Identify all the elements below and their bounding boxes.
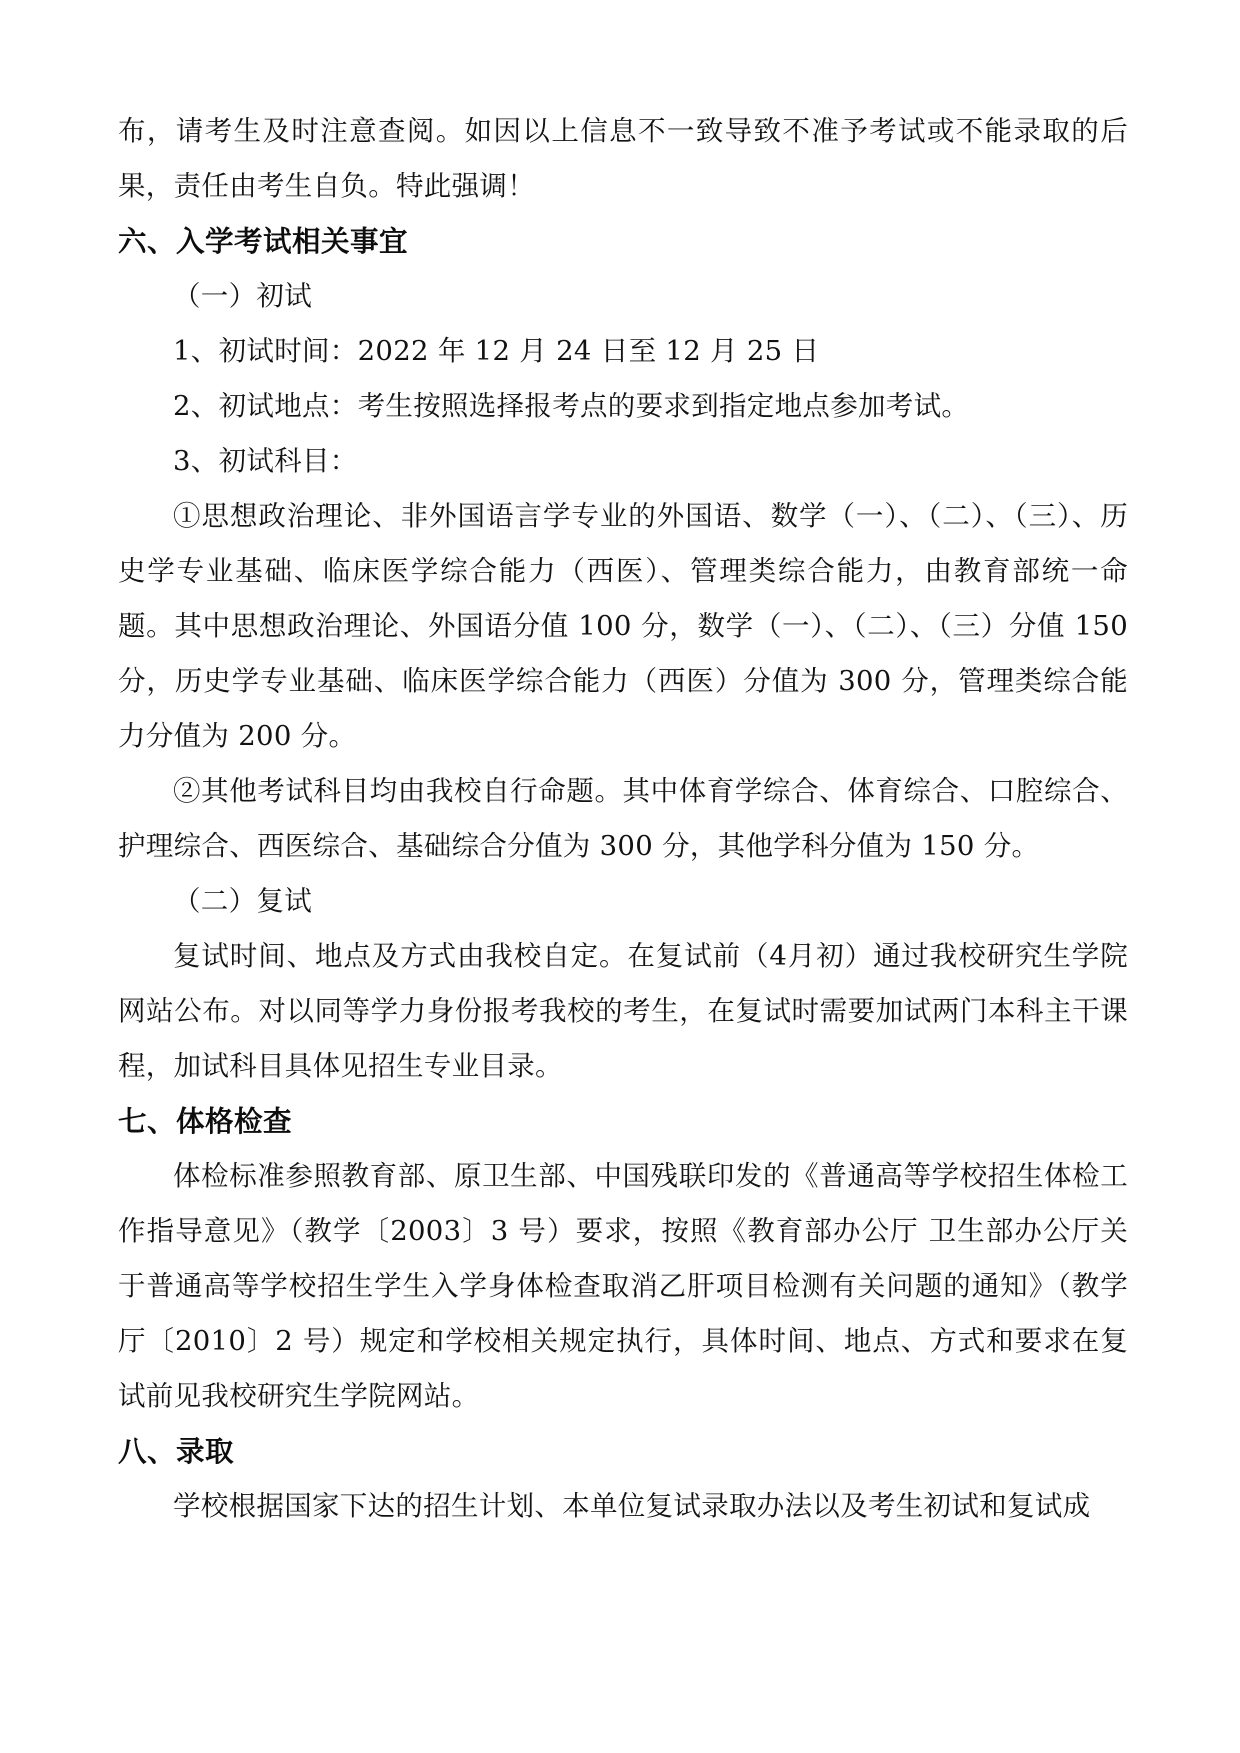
document-body bbox=[118, 104, 1128, 1534]
exam-time-item: 1、初试时间：2022 年 12 月 24 日至 12 月 25 日 bbox=[173, 335, 820, 367]
exam-subjects-item: 3、初试科目： bbox=[173, 445, 358, 477]
continued-paragraph: 布，请考生及时注意查阅。如因以上信息不一致导致不准予考试或不能录取的后果，责任由考生自负。特此强调！ bbox=[118, 115, 1128, 202]
subsection-heading-two: （二）复试 bbox=[173, 885, 312, 917]
retest-paragraph: 复试时间、地点及方式由我校自定。在复试前（4月初）通过我校研究生学院网站公布。对以同等学力身份报考我校的考生，在复试时需要加试两门本科主干课程，加试科目具体见招生专业目录。 bbox=[118, 940, 1128, 1082]
section-heading-seven: 七、体格检查 bbox=[118, 1104, 293, 1138]
section-heading-six: 六、入学考试相关事宜 bbox=[118, 224, 409, 258]
section-heading-eight: 八、录取 bbox=[118, 1434, 235, 1468]
admission-paragraph: 学校根据国家下达的招生计划、本单位复试录取办法以及考生初试和复试成 bbox=[173, 1490, 1091, 1522]
subject-note-national: ①思想政治理论、非外国语言学专业的外国语、数学（一）、（二）、（三）、历史学专业基础、临床医学综合能力（西医）、管理类综合能力，由教育部统一命题。其中思想政治理论、外国语分值 100 分，数学（一）、（二）、（三）分值 150 分，历史学专业基础、临床医学综合能力（西医）分值为 300 分，管理类综合能力分值为 200 分。 bbox=[118, 500, 1128, 752]
physical-exam-paragraph: 体检标准参照教育部、原卫生部、中国残联印发的《普通高等学校招生体检工作指导意见》（教学〔2003〕3 号）要求，按照《教育部办公厅 卫生部办公厅关于普通高等学校招生学生入学身体检查取消乙肝项目检测有关问题的通知》（教学厅〔2010〕2 号）规定和学校相关规定执行，具体时间、地点、方式和要求在复试前见我校研究生学院网站。 bbox=[118, 1160, 1128, 1412]
subsection-heading-one: （一）初试 bbox=[173, 280, 312, 312]
exam-location-item: 2、初试地点：考生按照选择报考点的要求到指定地点参加考试。 bbox=[173, 390, 970, 422]
subject-note-school: ②其他考试科目均由我校自行命题。其中体育学综合、体育综合、口腔综合、护理综合、西医综合、基础综合分值为 300 分，其他学科分值为 150 分。 bbox=[118, 775, 1128, 862]
